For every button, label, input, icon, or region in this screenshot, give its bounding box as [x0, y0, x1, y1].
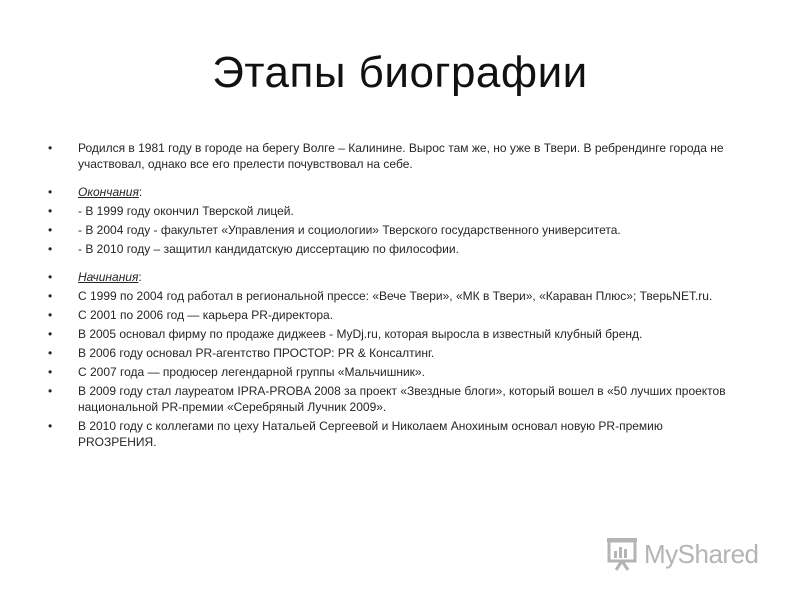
slide-title: Этапы биографии [212, 48, 588, 97]
bullet-icon: • [48, 289, 53, 303]
list-item [48, 383, 738, 415]
bullet-icon: • [48, 346, 53, 360]
paragraph-text: - В 1999 году окончил Тверской лицей. [78, 204, 294, 218]
list-item [48, 241, 738, 257]
bullet-icon: • [48, 384, 53, 398]
bullet-icon: • [48, 242, 53, 256]
bullet-icon: • [48, 185, 53, 199]
list-item [48, 288, 738, 304]
bullet-icon: • [48, 204, 53, 218]
bullet-icon: • [48, 327, 53, 341]
list-item [48, 222, 738, 238]
bullet-icon: • [48, 365, 53, 379]
section-heading-beginnings: Начинания [78, 270, 139, 284]
list-item [48, 184, 738, 200]
bullet-icon: • [48, 419, 53, 433]
bullet-icon: • [48, 308, 53, 322]
slide-body [48, 140, 738, 453]
list-item [48, 326, 738, 342]
paragraph-text: В 2006 году основал PR-агентство ПРОСТОР: PR & Консалтинг. [78, 346, 435, 360]
watermark-text: MyShared [644, 539, 759, 569]
presentation-icon [606, 537, 642, 573]
bullet-icon: • [48, 270, 53, 284]
bullet-icon: • [48, 141, 53, 155]
list-item [48, 140, 738, 172]
paragraph-text: В 2009 году стал лауреатом IPRA-PROBA 2008 за проект «Звездные блоги», который вошел в «50 лучших проектов национальной PR-премии «Серебряный Лучник 2009». [78, 384, 726, 414]
list-item [48, 203, 738, 219]
paragraph-text: С 1999 по 2004 год работал в региональной прессе: «Вече Твери», «МК в Твери», «Караван Плюс»; ТверьNET.ru. [78, 289, 713, 303]
paragraph-text: - В 2004 году - факультет «Управления и социологии» Тверского государственного университета. [78, 223, 621, 237]
heading-suffix: : [138, 185, 143, 199]
section-heading-endings: Окончания [78, 185, 139, 199]
list-item [48, 345, 738, 361]
list-item [48, 418, 738, 450]
myshared-logo [606, 535, 766, 575]
list-item [48, 269, 738, 285]
paragraph-text: В 2010 году с коллегами по цеху Натальей Сергеевой и Николаем Анохиным основал новую PR-премию PROЗРЕНИЯ. [78, 419, 663, 449]
list-item [48, 364, 738, 380]
bullet-icon: • [48, 223, 53, 237]
paragraph-text: С 2007 года — продюсер легендарной группы «Мальчишник». [78, 365, 425, 379]
heading-suffix: : [138, 270, 142, 284]
paragraph-text: В 2005 основал фирму по продаже диджеев - MyDj.ru, которая выросла в известный клубный бренд. [78, 327, 643, 341]
paragraph-text: С 2001 по 2006 год — карьера PR-директора. [78, 308, 334, 322]
paragraph-text: - В 2010 году – защитил кандидатскую диссертацию по философии. [78, 242, 459, 256]
list-item [48, 307, 738, 323]
paragraph-text: Родился в 1981 году в городе на берегу Волге – Калинине. Вырос там же, но уже в Твери. В ребрендинге города не участвовал, однако все его прелести почувствовал на себе. [78, 141, 724, 171]
